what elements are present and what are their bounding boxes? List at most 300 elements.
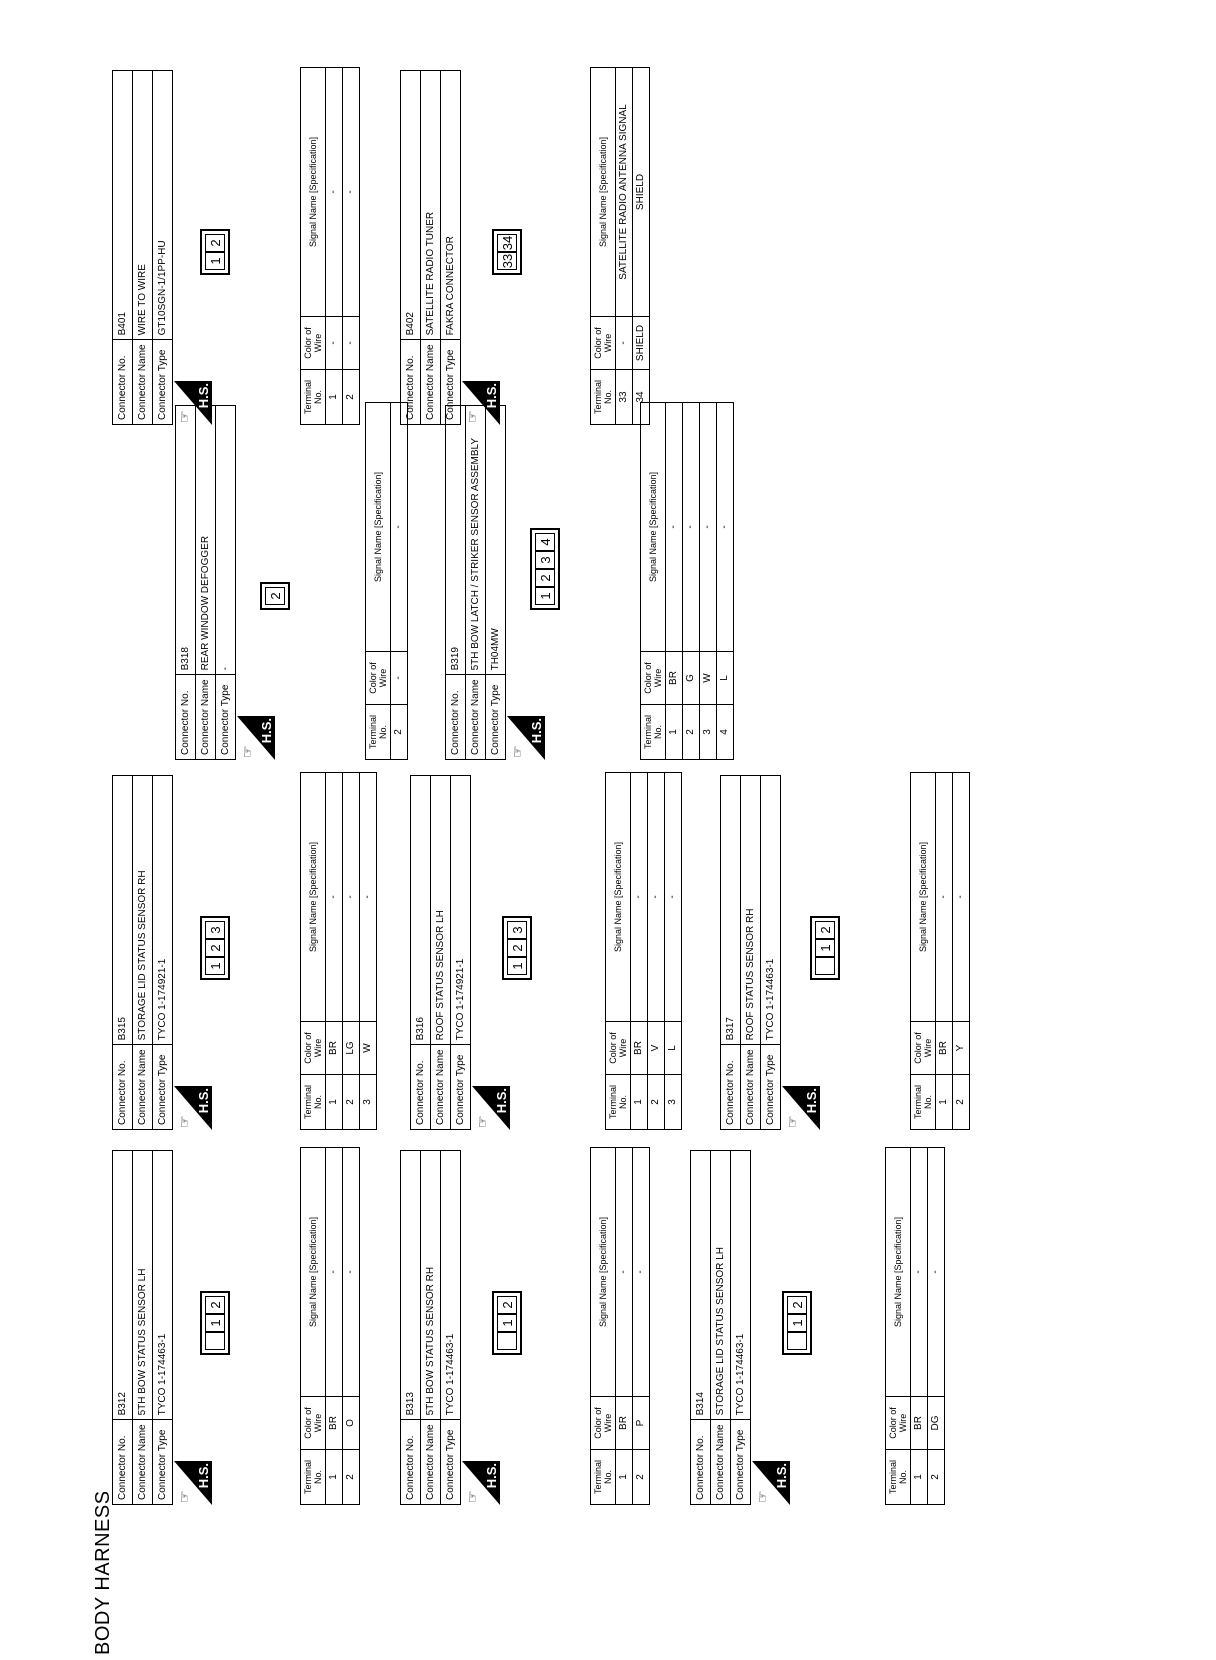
connector-header-table: [690, 1150, 751, 1505]
hs-badge: [174, 1461, 212, 1505]
terminal-header-row: [366, 403, 391, 760]
terminal-header-cell: Terminal No.: [301, 1450, 326, 1505]
connector-face-icon: [530, 528, 560, 610]
terminal-header-row: [606, 773, 631, 1130]
connector-pin: 1: [205, 252, 225, 270]
terminal-header-cell: Signal Name [Specification]: [301, 68, 326, 317]
terminal-cell: 3: [665, 1075, 682, 1130]
terminal-cell: 1: [616, 1450, 633, 1505]
signal-cell: -: [911, 1148, 928, 1397]
table-row: [631, 773, 648, 1130]
connector-face-icon: [492, 229, 522, 275]
hs-label: H.S.: [484, 1463, 499, 1489]
terminal-header-row: [886, 1148, 911, 1505]
pin-blank: [205, 1332, 225, 1350]
terminal-header-cell: Color of Wire: [591, 317, 616, 370]
terminal-cell: 1: [911, 1450, 928, 1505]
connector-face-icon: [200, 1291, 230, 1355]
terminal-cell: 2: [391, 705, 408, 760]
header-row: [761, 776, 781, 1130]
header-label: Connector Name: [431, 1045, 451, 1130]
hs-label: H.S.: [484, 383, 499, 409]
header-value: ROOF STATUS SENSOR LH: [431, 776, 451, 1045]
table-row: [683, 403, 700, 760]
header-label: Connector No.: [691, 1420, 711, 1505]
hand-icon: ☞: [176, 1490, 192, 1503]
table-row: [633, 68, 650, 425]
header-label: Connector No.: [411, 1045, 431, 1130]
terminal-cell: 1: [326, 1075, 343, 1130]
terminal-header-cell: Signal Name [Specification]: [591, 1148, 616, 1397]
header-label: Connector Type: [153, 340, 173, 425]
hand-icon: ☞: [464, 410, 480, 423]
connector-header-table: [445, 405, 506, 760]
color-cell: LG: [343, 1022, 360, 1075]
connector-header-table: [112, 775, 173, 1130]
hs-label: H.S.: [804, 1088, 819, 1114]
header-row: [153, 71, 173, 425]
connector-face-icon: [200, 916, 230, 980]
header-row: [431, 776, 451, 1130]
table-row: [953, 773, 970, 1130]
color-cell: L: [717, 652, 734, 705]
signal-cell: -: [343, 773, 360, 1022]
header-label: Connector No.: [176, 675, 196, 760]
header-value: TYCO 1-174463-1: [441, 1151, 461, 1420]
header-value: STORAGE LID STATUS SENSOR RH: [133, 776, 153, 1045]
terminal-cell: 1: [631, 1075, 648, 1130]
header-row: [421, 1151, 441, 1505]
header-row: [113, 1151, 133, 1505]
table-row: [717, 403, 734, 760]
terminal-cell: 1: [936, 1075, 953, 1130]
terminal-header-cell: Terminal No.: [301, 1075, 326, 1130]
signal-cell: -: [326, 68, 343, 317]
header-value: WIRE TO WIRE: [133, 71, 153, 340]
header-row: [196, 406, 216, 760]
hand-icon: ☞: [176, 410, 192, 423]
header-value: B317: [721, 776, 741, 1045]
header-value: B313: [401, 1151, 421, 1420]
connector-pin: 2: [815, 921, 835, 939]
header-value: 5TH BOW LATCH / STRIKER SENSOR ASSEMBLY: [466, 406, 486, 675]
connector-pin: 34: [497, 234, 517, 252]
header-label: Connector Type: [486, 675, 506, 760]
header-label: Connector No.: [113, 1420, 133, 1505]
color-cell: -: [326, 317, 343, 370]
terminal-table: [365, 402, 408, 760]
color-cell: P: [633, 1397, 650, 1450]
signal-cell: -: [343, 1148, 360, 1397]
terminal-table: [640, 402, 734, 760]
header-row: [153, 776, 173, 1130]
terminal-header-cell: Terminal No.: [301, 370, 326, 425]
terminal-header-cell: Terminal No.: [911, 1075, 936, 1130]
table-row: [936, 773, 953, 1130]
header-value: GT10SGN-1/1PP-HU: [153, 71, 173, 340]
header-value: FAKRA CONNECTOR: [441, 71, 461, 340]
connector-pin: 1: [205, 957, 225, 975]
header-label: Connector Type: [761, 1045, 781, 1130]
hs-badge: [782, 1086, 820, 1130]
terminal-cell: 2: [343, 1075, 360, 1130]
header-label: Connector No.: [113, 1045, 133, 1130]
color-cell: BR: [631, 1022, 648, 1075]
connector-face-icon: [810, 916, 840, 980]
connector-pin: 2: [535, 569, 555, 587]
header-row: [486, 406, 506, 760]
hand-icon: ☞: [509, 745, 525, 758]
terminal-header-cell: Signal Name [Specification]: [301, 1148, 326, 1397]
header-row: [401, 1151, 421, 1505]
color-cell: BR: [326, 1397, 343, 1450]
terminal-cell: 2: [953, 1075, 970, 1130]
header-value: ROOF STATUS SENSOR RH: [741, 776, 761, 1045]
terminal-header-cell: Color of Wire: [591, 1397, 616, 1450]
header-value: -: [216, 406, 236, 675]
signal-cell: -: [326, 1148, 343, 1397]
hand-icon: ☞: [464, 1490, 480, 1503]
header-value: TYCO 1-174463-1: [761, 776, 781, 1045]
header-value: REAR WINDOW DEFOGGER: [196, 406, 216, 675]
hand-icon: ☞: [474, 1115, 490, 1128]
color-cell: Y: [953, 1022, 970, 1075]
connector-pin: 2: [265, 587, 285, 605]
header-row: [451, 776, 471, 1130]
connector-pin: 1: [507, 957, 527, 975]
header-value: B316: [411, 776, 431, 1045]
color-cell: L: [665, 1022, 682, 1075]
header-row: [216, 406, 236, 760]
terminal-header-cell: Signal Name [Specification]: [641, 403, 666, 652]
connector-header-table: [720, 775, 781, 1130]
hs-badge: [507, 716, 545, 760]
terminal-header-cell: Color of Wire: [301, 1397, 326, 1450]
header-row: [411, 776, 431, 1130]
header-value: B314: [691, 1151, 711, 1420]
header-label: Connector Name: [196, 675, 216, 760]
connector-face-icon: [782, 1291, 812, 1355]
connector-pin: 1: [815, 939, 835, 957]
header-row: [176, 406, 196, 760]
connector-pin: 1: [787, 1314, 807, 1332]
header-row: [741, 776, 761, 1130]
header-value: TYCO 1-174921-1: [451, 776, 471, 1045]
header-value: TH04MW: [486, 406, 506, 675]
header-row: [731, 1151, 751, 1505]
header-row: [133, 776, 153, 1130]
hs-badge: [472, 1086, 510, 1130]
header-value: B319: [446, 406, 466, 675]
hs-label: H.S.: [196, 1463, 211, 1489]
signal-cell: SATELLITE RADIO ANTENNA SIGNAL: [616, 68, 633, 317]
signal-cell: -: [953, 773, 970, 1022]
header-value: SATELLITE RADIO TUNER: [421, 71, 441, 340]
connector-pin: 2: [205, 939, 225, 957]
terminal-table: [300, 67, 360, 425]
connector-pin: 2: [787, 1296, 807, 1314]
table-row: [616, 1148, 633, 1505]
color-cell: V: [648, 1022, 665, 1075]
signal-cell: -: [360, 773, 377, 1022]
header-value: B318: [176, 406, 196, 675]
hand-icon: ☞: [784, 1115, 800, 1128]
signal-cell: -: [928, 1148, 945, 1397]
header-label: Connector Name: [421, 1420, 441, 1505]
terminal-header-cell: Color of Wire: [641, 652, 666, 705]
terminal-header-row: [911, 773, 936, 1130]
hs-badge: [174, 381, 212, 425]
header-row: [441, 71, 461, 425]
header-label: Connector Type: [153, 1420, 173, 1505]
terminal-cell: 3: [360, 1075, 377, 1130]
terminal-header-cell: Terminal No.: [591, 370, 616, 425]
hs-badge: [462, 381, 500, 425]
hs-label: H.S.: [774, 1463, 789, 1489]
signal-cell: -: [700, 403, 717, 652]
color-cell: W: [700, 652, 717, 705]
terminal-header-row: [301, 68, 326, 425]
table-row: [928, 1148, 945, 1505]
connector-pin: 1: [535, 587, 555, 605]
color-cell: W: [360, 1022, 377, 1075]
connector-pin: 1: [497, 1314, 517, 1332]
terminal-header-cell: Color of Wire: [911, 1022, 936, 1075]
pin-blank: [497, 1332, 517, 1350]
signal-cell: -: [633, 1148, 650, 1397]
terminal-header-cell: Terminal No.: [886, 1450, 911, 1505]
color-cell: -: [616, 317, 633, 370]
table-row: [343, 773, 360, 1130]
header-value: TYCO 1-174463-1: [731, 1151, 751, 1420]
header-label: Connector Name: [133, 1420, 153, 1505]
header-value: B401: [113, 71, 133, 340]
connector-pin: 33: [497, 252, 517, 270]
terminal-header-row: [301, 1148, 326, 1505]
connector-pin: 2: [205, 1296, 225, 1314]
header-row: [711, 1151, 731, 1505]
color-cell: O: [343, 1397, 360, 1450]
hs-badge: [752, 1461, 790, 1505]
table-row: [911, 1148, 928, 1505]
header-label: Connector Name: [711, 1420, 731, 1505]
pin-blank: [815, 957, 835, 975]
color-cell: -: [391, 652, 408, 705]
terminal-cell: 33: [616, 370, 633, 425]
header-label: Connector No.: [446, 675, 466, 760]
hs-badge: [237, 716, 275, 760]
connector-pin: 1: [205, 1314, 225, 1332]
connector-header-table: [112, 1150, 173, 1505]
signal-cell: -: [391, 403, 408, 652]
terminal-table: [910, 772, 970, 1130]
table-row: [360, 773, 377, 1130]
connector-header-table: [400, 1150, 461, 1505]
signal-cell: -: [616, 1148, 633, 1397]
color-cell: DG: [928, 1397, 945, 1450]
terminal-cell: 2: [343, 1450, 360, 1505]
signal-cell: -: [665, 773, 682, 1022]
header-label: Connector No.: [721, 1045, 741, 1130]
terminal-header-cell: Color of Wire: [886, 1397, 911, 1450]
connector-face-icon: [260, 582, 290, 610]
header-label: Connector Type: [153, 1045, 173, 1130]
terminal-cell: 1: [326, 1450, 343, 1505]
connector-header-table: [112, 70, 173, 425]
table-row: [666, 403, 683, 760]
terminal-header-cell: Signal Name [Specification]: [886, 1148, 911, 1397]
color-cell: BR: [616, 1397, 633, 1450]
connector-face-icon: [200, 229, 230, 275]
terminal-header-cell: Terminal No.: [366, 705, 391, 760]
header-value: B402: [401, 71, 421, 340]
signal-cell: -: [683, 403, 700, 652]
terminal-header-cell: Color of Wire: [606, 1022, 631, 1075]
signal-cell: SHIELD: [633, 68, 650, 317]
connector-face-icon: [492, 1291, 522, 1355]
signal-cell: -: [666, 403, 683, 652]
header-label: Connector Type: [451, 1045, 471, 1130]
terminal-cell: 34: [633, 370, 650, 425]
terminal-cell: 4: [717, 705, 734, 760]
hand-icon: ☞: [176, 1115, 192, 1128]
header-label: Connector Type: [216, 675, 236, 760]
terminal-cell: 1: [326, 370, 343, 425]
header-value: B312: [113, 1151, 133, 1420]
header-value: TYCO 1-174921-1: [153, 776, 173, 1045]
terminal-cell: 3: [700, 705, 717, 760]
terminal-cell: 1: [666, 705, 683, 760]
terminal-table: [300, 772, 377, 1130]
terminal-cell: 2: [648, 1075, 665, 1130]
table-row: [326, 1148, 343, 1505]
color-cell: BR: [666, 652, 683, 705]
signal-cell: -: [343, 68, 360, 317]
hand-icon: ☞: [754, 1490, 770, 1503]
terminal-header-row: [591, 1148, 616, 1505]
connector-header-table: [410, 775, 471, 1130]
header-label: Connector Name: [421, 340, 441, 425]
header-row: [421, 71, 441, 425]
color-cell: BR: [911, 1397, 928, 1450]
terminal-header-cell: Color of Wire: [366, 652, 391, 705]
header-label: Connector No.: [401, 1420, 421, 1505]
table-row: [665, 773, 682, 1130]
header-value: B315: [113, 776, 133, 1045]
connector-pin: 3: [535, 551, 555, 569]
header-row: [441, 1151, 461, 1505]
connector-face-icon: [502, 916, 532, 980]
color-cell: BR: [326, 1022, 343, 1075]
header-value: 5TH BOW STATUS SENSOR LH: [133, 1151, 153, 1420]
terminal-header-cell: Terminal No.: [606, 1075, 631, 1130]
header-value: STORAGE LID STATUS SENSOR LH: [711, 1151, 731, 1420]
header-value: 5TH BOW STATUS SENSOR RH: [421, 1151, 441, 1420]
table-row: [633, 1148, 650, 1505]
terminal-header-row: [591, 68, 616, 425]
header-label: Connector Name: [466, 675, 486, 760]
header-row: [153, 1151, 173, 1505]
terminal-cell: 2: [343, 370, 360, 425]
table-row: [648, 773, 665, 1130]
connector-pin: 2: [205, 234, 225, 252]
terminal-table: [605, 772, 682, 1130]
terminal-table: [300, 1147, 360, 1505]
connector-header-table: [400, 70, 461, 425]
terminal-table: [885, 1147, 945, 1505]
header-row: [691, 1151, 711, 1505]
hs-label: H.S.: [529, 718, 544, 744]
header-row: [721, 776, 741, 1130]
hs-label: H.S.: [259, 718, 274, 744]
hand-icon: ☞: [239, 745, 255, 758]
hs-label: H.S.: [494, 1088, 509, 1114]
color-cell: BR: [936, 1022, 953, 1075]
header-row: [113, 776, 133, 1130]
color-cell: G: [683, 652, 700, 705]
header-label: Connector Name: [133, 1045, 153, 1130]
color-cell: SHIELD: [633, 317, 650, 370]
terminal-cell: 2: [633, 1450, 650, 1505]
pin-blank: [787, 1332, 807, 1350]
terminal-header-cell: Color of Wire: [301, 317, 326, 370]
header-label: Connector Type: [731, 1420, 751, 1505]
table-row: [343, 1148, 360, 1505]
table-row: [391, 403, 408, 760]
header-row: [113, 71, 133, 425]
connector-header-table: [175, 405, 236, 760]
header-label: Connector No.: [401, 340, 421, 425]
header-row: [133, 1151, 153, 1505]
table-row: [700, 403, 717, 760]
terminal-header-cell: Terminal No.: [591, 1450, 616, 1505]
header-row: [466, 406, 486, 760]
terminal-header-cell: Signal Name [Specification]: [591, 68, 616, 317]
connector-pin: 2: [507, 939, 527, 957]
hs-label: H.S.: [196, 1088, 211, 1114]
table-row: [326, 68, 343, 425]
terminal-header-cell: Signal Name [Specification]: [301, 773, 326, 1022]
page-title: BODY HARNESS: [92, 1490, 114, 1655]
header-row: [401, 71, 421, 425]
terminal-table: [590, 67, 650, 425]
terminal-header-row: [641, 403, 666, 760]
table-row: [326, 773, 343, 1130]
header-label: Connector Type: [441, 340, 461, 425]
signal-cell: -: [648, 773, 665, 1022]
header-label: Connector Name: [133, 340, 153, 425]
connector-pin: 4: [535, 533, 555, 551]
signal-cell: -: [326, 773, 343, 1022]
table-row: [343, 68, 360, 425]
terminal-cell: 2: [683, 705, 700, 760]
header-label: Connector No.: [113, 340, 133, 425]
connector-pin: 3: [205, 921, 225, 939]
terminal-cell: 2: [928, 1450, 945, 1505]
terminal-header-cell: Terminal No.: [641, 705, 666, 760]
hs-label: H.S.: [196, 383, 211, 409]
table-row: [616, 68, 633, 425]
signal-cell: -: [717, 403, 734, 652]
signal-cell: -: [936, 773, 953, 1022]
header-row: [446, 406, 466, 760]
terminal-header-cell: Signal Name [Specification]: [606, 773, 631, 1022]
header-row: [133, 71, 153, 425]
terminal-table: [590, 1147, 650, 1505]
color-cell: -: [343, 317, 360, 370]
signal-cell: -: [631, 773, 648, 1022]
hs-badge: [174, 1086, 212, 1130]
